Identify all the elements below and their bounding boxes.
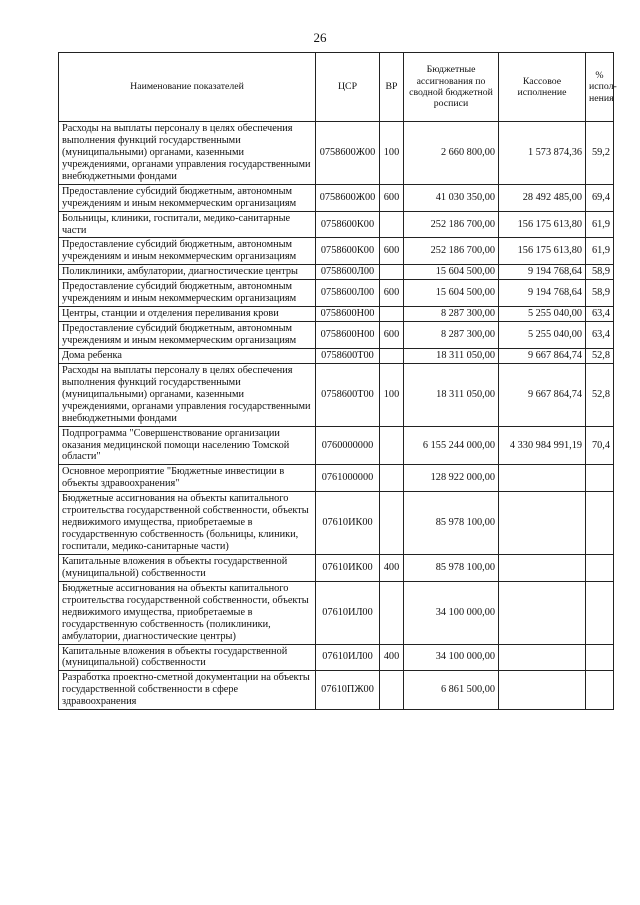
- row-percent: 61,9: [586, 211, 614, 238]
- row-cash: 156 175 613,80: [499, 211, 586, 238]
- row-vr: [380, 211, 404, 238]
- row-vr: 600: [380, 322, 404, 349]
- row-vr: 600: [380, 184, 404, 211]
- table-row: [59, 238, 614, 265]
- row-cash: 9 667 864,74: [499, 363, 586, 426]
- table-row: [59, 671, 614, 710]
- row-csr: 07610ИК00: [316, 492, 380, 555]
- row-csr: 0758600Л00: [316, 280, 380, 307]
- row-name: Капитальные вложения в объекты государственной (муниципальной) собственности: [59, 554, 316, 581]
- row-name: Больницы, клиники, госпитали, медико-санитарные части: [59, 211, 316, 238]
- row-name: Бюджетные ассигнования на объекты капитального строительства государственной собственности, объекты недвижимого имущества, приобретаемые в государственную собственность (больницы, клиники, госпитали, медико-санитарные части): [59, 492, 316, 555]
- row-budget: 2 660 800,00: [404, 122, 499, 185]
- row-csr: 0758600Н00: [316, 322, 380, 349]
- row-percent: 52,8: [586, 348, 614, 363]
- row-csr: 0758600Т00: [316, 348, 380, 363]
- table-row: [59, 554, 614, 581]
- row-csr: 07610ПЖ00: [316, 671, 380, 710]
- row-budget: 85 978 100,00: [404, 554, 499, 581]
- row-budget: 128 922 000,00: [404, 465, 499, 492]
- header-csr: ЦСР: [316, 53, 380, 122]
- row-name: Центры, станции и отделения переливания крови: [59, 307, 316, 322]
- header-budget: Бюджетные ассигнования по сводной бюджетной росписи: [404, 53, 499, 122]
- row-percent: [586, 671, 614, 710]
- row-name: Разработка проектно-сметной документации на объекты государственной собственности в сфере здравоохранения: [59, 671, 316, 710]
- table-row: [59, 363, 614, 426]
- table-row: [59, 322, 614, 349]
- table-row: [59, 307, 614, 322]
- table-row: [59, 122, 614, 185]
- row-csr: 0758600Ж00: [316, 122, 380, 185]
- row-budget: 252 186 700,00: [404, 238, 499, 265]
- row-budget: 41 030 350,00: [404, 184, 499, 211]
- row-name: Расходы на выплаты персоналу в целях обеспечения выполнения функций государственными (муниципальными) органами, казенными учреждениями, органами управления государственными внебюджетными фондами: [59, 122, 316, 185]
- row-budget: 18 311 050,00: [404, 363, 499, 426]
- row-name: Подпрограмма "Совершенствование организации оказания медицинской помощи населению Томской области": [59, 426, 316, 465]
- row-cash: [499, 671, 586, 710]
- table-row: [59, 348, 614, 363]
- row-csr: 07610ИК00: [316, 554, 380, 581]
- row-vr: [380, 671, 404, 710]
- row-percent: 61,9: [586, 238, 614, 265]
- row-vr: 600: [380, 238, 404, 265]
- row-vr: [380, 265, 404, 280]
- row-cash: [499, 644, 586, 671]
- row-vr: 100: [380, 122, 404, 185]
- table-row: [59, 211, 614, 238]
- row-budget: 18 311 050,00: [404, 348, 499, 363]
- row-name: Предоставление субсидий бюджетным, автономным учреждениям и иным некоммерческим организациям: [59, 280, 316, 307]
- row-vr: [380, 492, 404, 555]
- row-cash: 1 573 874,36: [499, 122, 586, 185]
- row-csr: 07610ИЛ00: [316, 581, 380, 644]
- row-name: Капитальные вложения в объекты государственной (муниципальной) собственности: [59, 644, 316, 671]
- row-name: Основное мероприятие "Бюджетные инвестиции в объекты здравоохранения": [59, 465, 316, 492]
- table-row: [59, 492, 614, 555]
- row-budget: 85 978 100,00: [404, 492, 499, 555]
- row-cash: 9 667 864,74: [499, 348, 586, 363]
- row-percent: 69,4: [586, 184, 614, 211]
- row-cash: [499, 554, 586, 581]
- row-percent: 63,4: [586, 307, 614, 322]
- header-name: Наименование показателей: [59, 53, 316, 122]
- table-row: [59, 184, 614, 211]
- row-percent: 59,2: [586, 122, 614, 185]
- row-percent: 70,4: [586, 426, 614, 465]
- row-percent: [586, 492, 614, 555]
- row-budget: 8 287 300,00: [404, 322, 499, 349]
- row-cash: 9 194 768,64: [499, 280, 586, 307]
- row-cash: 28 492 485,00: [499, 184, 586, 211]
- row-budget: 6 155 244 000,00: [404, 426, 499, 465]
- table-row: [59, 581, 614, 644]
- row-csr: 0760000000: [316, 426, 380, 465]
- row-csr: 0761000000: [316, 465, 380, 492]
- row-csr: 0758600К00: [316, 238, 380, 265]
- row-cash: 5 255 040,00: [499, 322, 586, 349]
- table-row: [59, 644, 614, 671]
- row-cash: 156 175 613,80: [499, 238, 586, 265]
- row-percent: 58,9: [586, 280, 614, 307]
- table-row: [59, 280, 614, 307]
- row-budget: 15 604 500,00: [404, 280, 499, 307]
- row-csr: 0758600К00: [316, 211, 380, 238]
- row-cash: [499, 581, 586, 644]
- row-name: Предоставление субсидий бюджетным, автономным учреждениям и иным некоммерческим организациям: [59, 322, 316, 349]
- row-csr: 0758600Л00: [316, 265, 380, 280]
- row-name: Дома ребенка: [59, 348, 316, 363]
- table-row: [59, 465, 614, 492]
- row-percent: [586, 581, 614, 644]
- row-percent: [586, 465, 614, 492]
- header-row: [59, 53, 614, 122]
- row-cash: 9 194 768,64: [499, 265, 586, 280]
- header-vr: ВР: [380, 53, 404, 122]
- row-budget: 8 287 300,00: [404, 307, 499, 322]
- row-percent: [586, 644, 614, 671]
- row-vr: 400: [380, 554, 404, 581]
- row-csr: 0758600Н00: [316, 307, 380, 322]
- row-vr: 600: [380, 280, 404, 307]
- row-vr: 400: [380, 644, 404, 671]
- row-vr: [380, 348, 404, 363]
- row-vr: [380, 581, 404, 644]
- row-cash: 5 255 040,00: [499, 307, 586, 322]
- row-vr: [380, 465, 404, 492]
- row-budget: 15 604 500,00: [404, 265, 499, 280]
- row-percent: 58,9: [586, 265, 614, 280]
- page-number: 26: [313, 30, 327, 45]
- row-budget: 252 186 700,00: [404, 211, 499, 238]
- header-cash: Кассовое исполнение: [499, 53, 586, 122]
- row-csr: 0758600Ж00: [316, 184, 380, 211]
- row-percent: 52,8: [586, 363, 614, 426]
- row-vr: [380, 426, 404, 465]
- row-name: Предоставление субсидий бюджетным, автономным учреждениям и иным некоммерческим организациям: [59, 184, 316, 211]
- row-percent: 63,4: [586, 322, 614, 349]
- table-row: [59, 265, 614, 280]
- row-vr: [380, 307, 404, 322]
- row-csr: 07610ИЛ00: [316, 644, 380, 671]
- row-name: Бюджетные ассигнования на объекты капитального строительства государственной собственности, объекты недвижимого имущества, приобретаемые в государственную собственность (поликлиники, амбулатории, диагностические центры): [59, 581, 316, 644]
- row-percent: [586, 554, 614, 581]
- header-percent: % испол-нения: [586, 53, 614, 122]
- row-cash: 4 330 984 991,19: [499, 426, 586, 465]
- row-cash: [499, 492, 586, 555]
- row-name: Расходы на выплаты персоналу в целях обеспечения выполнения функций государственными (муниципальными) органами, казенными учреждениями, органами управления государственными внебюджетными фондами: [59, 363, 316, 426]
- table-row: [59, 426, 614, 465]
- row-name: Поликлиники, амбулатории, диагностические центры: [59, 265, 316, 280]
- row-budget: 34 100 000,00: [404, 644, 499, 671]
- row-budget: 6 861 500,00: [404, 671, 499, 710]
- row-vr: 100: [380, 363, 404, 426]
- row-name: Предоставление субсидий бюджетным, автономным учреждениям и иным некоммерческим организациям: [59, 238, 316, 265]
- budget-table: [58, 52, 617, 710]
- row-csr: 0758600Т00: [316, 363, 380, 426]
- row-cash: [499, 465, 586, 492]
- row-budget: 34 100 000,00: [404, 581, 499, 644]
